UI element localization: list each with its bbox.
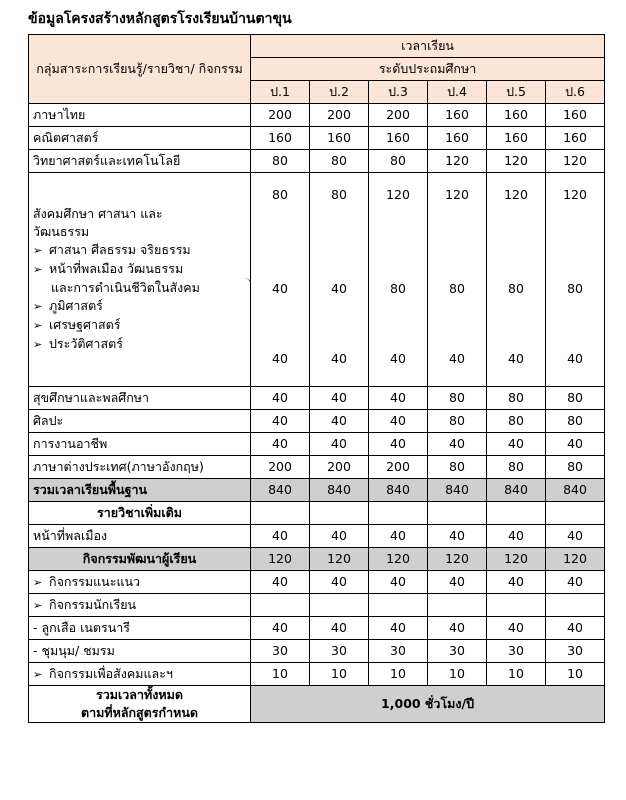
cell: 160 — [546, 127, 605, 150]
cell: 40 — [369, 617, 428, 640]
cell — [487, 594, 546, 617]
page-title: ข้อมูลโครงสร้างหลักสูตรโรงเรียนบ้านตาขุน — [28, 11, 292, 27]
cell: 160 — [487, 127, 546, 150]
cell: 160 — [487, 104, 546, 127]
cell: 160 — [546, 104, 605, 127]
cell: 40 — [369, 525, 428, 548]
cell: 40 — [369, 571, 428, 594]
cell: 40 — [251, 571, 310, 594]
cell: 30 — [546, 640, 605, 663]
cell — [369, 502, 428, 525]
sub-item-history: ➢ ประวัติศาสตร์ — [33, 335, 246, 354]
cell — [428, 594, 487, 617]
cell: 40 — [251, 387, 310, 410]
cell: 160 — [369, 127, 428, 150]
cell: 120 — [546, 548, 605, 571]
grade-header: ป.2 — [310, 81, 369, 104]
cell: 120 — [428, 548, 487, 571]
cell-block: 120 80 40 — [546, 173, 605, 387]
cell: 40 — [428, 571, 487, 594]
cell: 120 — [546, 150, 605, 173]
table-row — [29, 640, 605, 663]
level-header: ระดับประถมศึกษา — [251, 58, 605, 81]
cell: 840 — [487, 479, 546, 502]
cell: 120 — [369, 548, 428, 571]
table-row — [29, 150, 605, 173]
cell: 200 — [369, 456, 428, 479]
cell: 40 — [487, 617, 546, 640]
sub-item-continued: และการดำเนินชีวิตในสังคม — [51, 280, 200, 295]
table-row-grand-total — [29, 686, 605, 723]
cell: 40 — [251, 410, 310, 433]
row-label-social — [29, 173, 251, 387]
row-label: รวมเวลาเรียนพื้นฐาน — [29, 479, 251, 502]
sub-item: ➢ หน้าที่พลเมือง วัฒนธรรม — [33, 260, 246, 279]
table-row — [29, 525, 605, 548]
row-label: คณิตศาสตร์ — [29, 127, 251, 150]
cell: 10 — [310, 663, 369, 686]
cell — [546, 594, 605, 617]
cell: 30 — [251, 640, 310, 663]
cell: 10 — [546, 663, 605, 686]
cell: 160 — [310, 127, 369, 150]
table-row-activities — [29, 548, 605, 571]
social-label-line2: วัฒนธรรม — [33, 224, 90, 239]
grade-header: ป.3 — [369, 81, 428, 104]
cell: 80 — [428, 387, 487, 410]
grade-header: ป.5 — [487, 81, 546, 104]
grade-header: ป.1 — [251, 81, 310, 104]
table-row-additional — [29, 502, 605, 525]
arrow-bullet-icon: ➢ — [33, 598, 43, 612]
cell: 40 — [369, 387, 428, 410]
cell: 40 — [310, 410, 369, 433]
table-row — [29, 594, 605, 617]
cell: 40 — [428, 617, 487, 640]
cell — [546, 502, 605, 525]
row-label: ภาษาไทย — [29, 104, 251, 127]
cell: 30 — [310, 640, 369, 663]
grade-header: ป.6 — [546, 81, 605, 104]
row-label: หน้าที่พลเมือง — [29, 525, 251, 548]
sub-item: ➢ เศรษฐศาสตร์ — [33, 316, 246, 335]
cell: 840 — [369, 479, 428, 502]
cell: 840 — [310, 479, 369, 502]
cell: 120 — [251, 548, 310, 571]
cell: 40 — [369, 433, 428, 456]
cell: 200 — [369, 104, 428, 127]
cell: 30 — [428, 640, 487, 663]
cell: 120 — [428, 150, 487, 173]
cell: 80 — [487, 410, 546, 433]
cell: 80 — [487, 387, 546, 410]
row-label: - ลูกเสือ เนตรนารี — [29, 617, 251, 640]
cell-block: 120 80 40 — [487, 173, 546, 387]
cell: 80 — [546, 410, 605, 433]
cell: 840 — [251, 479, 310, 502]
cell: 80 — [487, 456, 546, 479]
table-row — [29, 387, 605, 410]
row-label: ➢ กิจกรรมแนะแนว — [29, 571, 251, 594]
cell-block: 80 40 40 — [310, 173, 369, 387]
row-label: - ชุมนุม/ ชมรม — [29, 640, 251, 663]
row-label: ภาษาต่างประเทศ(ภาษาอังกฤษ) — [29, 456, 251, 479]
row-label: สุขศึกษาและพลศึกษา — [29, 387, 251, 410]
row-label: กิจกรรมพัฒนาผู้เรียน — [29, 548, 251, 571]
subject-group-header: กลุ่มสาระการเรียนรู้/รายวิชา/ กิจกรรม — [29, 35, 251, 104]
cell: 40 — [310, 433, 369, 456]
cell: 200 — [251, 104, 310, 127]
cell: 80 — [251, 150, 310, 173]
cell: 200 — [310, 456, 369, 479]
table-row — [29, 104, 605, 127]
cell: 40 — [546, 571, 605, 594]
cell: 840 — [546, 479, 605, 502]
cell — [369, 594, 428, 617]
table-row — [29, 617, 605, 640]
cell: 30 — [487, 640, 546, 663]
table-row — [29, 410, 605, 433]
arrow-bullet-icon: ➢ — [33, 319, 43, 332]
table-row-social — [29, 173, 605, 387]
cell: 160 — [428, 127, 487, 150]
cell: 40 — [251, 433, 310, 456]
cell: 200 — [251, 456, 310, 479]
cell: 80 — [310, 150, 369, 173]
cell: 10 — [251, 663, 310, 686]
cell: 40 — [369, 410, 428, 433]
table-row — [29, 571, 605, 594]
arrow-bullet-icon: ➢ — [33, 667, 43, 681]
cell: 40 — [310, 617, 369, 640]
cell: 40 — [310, 571, 369, 594]
cell — [251, 502, 310, 525]
cell-block: 120 80 40 — [428, 173, 487, 387]
cell: 80 — [546, 387, 605, 410]
cell: 840 — [428, 479, 487, 502]
table-row — [29, 663, 605, 686]
cell: 160 — [251, 127, 310, 150]
cell: 80 — [428, 456, 487, 479]
cell: 160 — [428, 104, 487, 127]
row-label: ➢ กิจกรรมนักเรียน — [29, 594, 251, 617]
cell — [487, 502, 546, 525]
row-label: ➢ กิจกรรมเพื่อสังคมและฯ — [29, 663, 251, 686]
sub-item: ➢ ศาสนา ศีลธรรม จริยธรรม — [33, 241, 246, 260]
cell: 40 — [487, 525, 546, 548]
cell: 10 — [428, 663, 487, 686]
cell: 30 — [369, 640, 428, 663]
grand-total-value: 1,000 ชั่วโมง/ปี — [251, 686, 605, 723]
cell: 40 — [310, 525, 369, 548]
grade-header: ป.4 — [428, 81, 487, 104]
cell: 200 — [310, 104, 369, 127]
cell — [428, 502, 487, 525]
cell: 80 — [428, 410, 487, 433]
cell: 120 — [487, 548, 546, 571]
study-time-header: เวลาเรียน — [251, 35, 605, 58]
curriculum-table — [28, 34, 605, 723]
cell: 40 — [546, 525, 605, 548]
cell: 40 — [428, 433, 487, 456]
cell: 40 — [251, 525, 310, 548]
brace-icon — [243, 278, 251, 387]
cell: 120 — [487, 150, 546, 173]
row-label: รายวิชาเพิ่มเติม — [29, 502, 251, 525]
cell: 40 — [487, 571, 546, 594]
row-label: การงานอาชีพ — [29, 433, 251, 456]
cell: 80 — [546, 456, 605, 479]
sub-item: ➢ ภูมิศาสตร์ — [33, 297, 246, 316]
cell: 40 — [310, 387, 369, 410]
cell: 40 — [487, 433, 546, 456]
cell: 10 — [369, 663, 428, 686]
table-row — [29, 433, 605, 456]
arrow-bullet-icon: ➢ — [33, 338, 43, 351]
cell: 40 — [251, 617, 310, 640]
cell: 120 — [310, 548, 369, 571]
cell — [310, 502, 369, 525]
arrow-bullet-icon: ➢ — [33, 263, 43, 276]
cell: 10 — [487, 663, 546, 686]
table-row — [29, 127, 605, 150]
table-row — [29, 456, 605, 479]
arrow-bullet-icon: ➢ — [33, 300, 43, 313]
grand-total-label: รวมเวลาทั้งหมด ตามที่หลักสูตรกำหนด — [29, 686, 251, 723]
cell: 80 — [369, 150, 428, 173]
row-label: ศิลปะ — [29, 410, 251, 433]
cell: 40 — [428, 525, 487, 548]
cell-block: 80 40 40 — [251, 173, 310, 387]
cell: 40 — [546, 433, 605, 456]
cell — [251, 594, 310, 617]
cell — [310, 594, 369, 617]
arrow-bullet-icon: ➢ — [33, 244, 43, 257]
arrow-bullet-icon: ➢ — [33, 575, 43, 589]
cell: 40 — [546, 617, 605, 640]
row-label: วิทยาศาสตร์และเทคโนโลยี — [29, 150, 251, 173]
cell-block: 120 80 40 — [369, 173, 428, 387]
table-row-basic-total — [29, 479, 605, 502]
social-label-line1: สังคมศึกษา ศาสนา และ — [33, 206, 163, 221]
